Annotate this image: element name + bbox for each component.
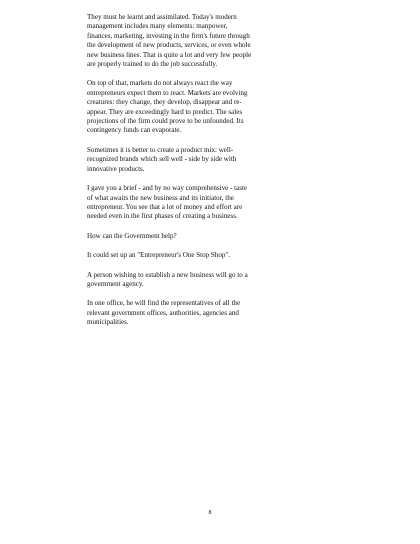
text-line: projections of the firm could prove to be unfounded. Its xyxy=(87,117,244,126)
text-line: relevant government offices, authorities, agencies and xyxy=(87,308,239,317)
text-line: of what awaits the new business and its initiator, the xyxy=(87,193,234,202)
page-number: 8 xyxy=(208,510,212,516)
paragraph-one-office xyxy=(87,299,342,327)
text-line: are properly trained to do the job successfully. xyxy=(87,60,218,69)
text-line: It could set up an "Entrepreneur's One Stop Shop". xyxy=(87,251,231,260)
text-line: municipalities. xyxy=(87,318,129,327)
text-line: contingency funds can evaporate. xyxy=(87,126,182,135)
text-line: the development of new products, services, or even whole xyxy=(87,41,251,50)
text-line: In one office, he will find the representatives of all the xyxy=(87,299,241,308)
text-line: creatures: they change, they develop, disappear and re- xyxy=(87,98,242,107)
paragraph-question xyxy=(87,232,342,241)
text-line: government agency. xyxy=(87,279,144,288)
paragraph-product-mix xyxy=(87,146,342,174)
text-line: Sometimes it is better to create a product mix: well- xyxy=(87,145,234,154)
text-line: new business lines. That is quite a lot and very few people xyxy=(87,50,252,59)
paragraph-one-stop-shop xyxy=(87,251,342,260)
text-line: entrepreneurs expect them to react. Markets are evolving xyxy=(87,88,248,97)
text-line: I gave you a brief - and by no way comprehensive - taste xyxy=(87,184,248,193)
text-line: entrepreneur. You see that a lot of money and effort are xyxy=(87,202,243,211)
paragraph-management xyxy=(87,13,342,69)
body-text xyxy=(87,13,342,338)
paragraph-markets xyxy=(87,79,342,135)
text-line: appear. They are exceedingly hard to predict. The sales xyxy=(87,107,243,116)
text-line: On top of that, markets do not always react the way xyxy=(87,79,233,88)
text-line: innovative products. xyxy=(87,164,145,173)
text-line: A person wishing to establish a new business will go to a xyxy=(87,270,248,279)
text-line: needed even in the first phases of creating a business. xyxy=(87,212,238,221)
paragraph-brief xyxy=(87,184,342,222)
text-line: finances, marketing, investing in the firm's future through xyxy=(87,31,250,40)
text-line: recognized brands which sell well - side by side with xyxy=(87,155,237,164)
text-line: How can the Government help? xyxy=(87,231,177,240)
text-line: They must be learnt and assimilated. Today's modern xyxy=(87,13,237,21)
text-line: management includes many elements: manpower, xyxy=(87,22,228,31)
paragraph-agency xyxy=(87,271,342,290)
